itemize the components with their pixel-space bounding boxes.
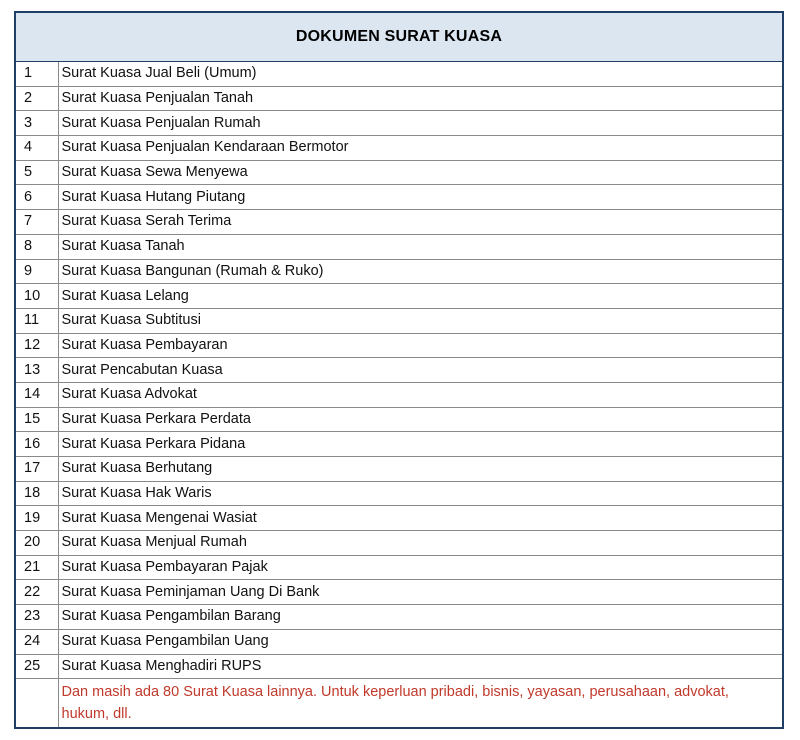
document-name: Surat Kuasa Perkara Pidana [58, 432, 782, 457]
table-body [16, 62, 782, 727]
table-row [16, 86, 782, 111]
document-name: Surat Kuasa Sewa Menyewa [58, 160, 782, 185]
row-number: 19 [16, 506, 58, 531]
table-row [16, 555, 782, 580]
document-name: Surat Kuasa Pembayaran [58, 333, 782, 358]
row-number: 10 [16, 284, 58, 309]
document-name: Surat Kuasa Tanah [58, 234, 782, 259]
row-number: 1 [16, 62, 58, 86]
table-row [16, 580, 782, 605]
document-name: Surat Kuasa Peminjaman Uang Di Bank [58, 580, 782, 605]
row-number: 4 [16, 136, 58, 161]
table-row [16, 605, 782, 630]
document-name: Surat Kuasa Menghadiri RUPS [58, 654, 782, 679]
document-name: Surat Kuasa Hak Waris [58, 481, 782, 506]
table-row [16, 654, 782, 679]
row-number: 8 [16, 234, 58, 259]
table-row [16, 506, 782, 531]
table-row [16, 308, 782, 333]
table-row [16, 333, 782, 358]
document-name: Surat Kuasa Hutang Piutang [58, 185, 782, 210]
row-number: 22 [16, 580, 58, 605]
table-row [16, 382, 782, 407]
row-number: 6 [16, 185, 58, 210]
document-name: Surat Kuasa Pengambilan Barang [58, 605, 782, 630]
row-number: 14 [16, 382, 58, 407]
table-title: DOKUMEN SURAT KUASA [16, 13, 782, 62]
document-name: Surat Kuasa Perkara Perdata [58, 407, 782, 432]
document-name: Surat Kuasa Bangunan (Rumah & Ruko) [58, 259, 782, 284]
row-number: 11 [16, 308, 58, 333]
row-number: 18 [16, 481, 58, 506]
note-text: Dan masih ada 80 Surat Kuasa lainnya. Untuk keperluan pribadi, bisnis, yayasan, perusahaan, advokat, hukum, dll. [61, 684, 729, 723]
row-number: 24 [16, 629, 58, 654]
row-number: 25 [16, 654, 58, 679]
document-name: Surat Pencabutan Kuasa [58, 358, 782, 383]
table-row [16, 531, 782, 556]
document-name: Surat Kuasa Menjual Rumah [58, 531, 782, 556]
table-row [16, 136, 782, 161]
row-number: 3 [16, 111, 58, 136]
table-row [16, 358, 782, 383]
document-name: Surat Kuasa Penjualan Kendaraan Bermotor [58, 136, 782, 161]
table-row [16, 210, 782, 235]
document-table-frame [14, 11, 784, 729]
document-list-table [16, 62, 782, 727]
document-name: Surat Kuasa Pembayaran Pajak [58, 555, 782, 580]
row-number: 7 [16, 210, 58, 235]
table-row [16, 481, 782, 506]
row-number: 17 [16, 457, 58, 482]
document-name: Surat Kuasa Penjualan Tanah [58, 86, 782, 111]
row-number: 13 [16, 358, 58, 383]
document-name: Surat Kuasa Subtitusi [58, 308, 782, 333]
table-row [16, 111, 782, 136]
table-row [16, 432, 782, 457]
table-row [16, 284, 782, 309]
table-row [16, 457, 782, 482]
row-number: 15 [16, 407, 58, 432]
document-name: Surat Kuasa Jual Beli (Umum) [58, 62, 782, 86]
row-number: 9 [16, 259, 58, 284]
document-name: Surat Kuasa Penjualan Rumah [58, 111, 782, 136]
row-number: 2 [16, 86, 58, 111]
table-row [16, 62, 782, 86]
row-number: 20 [16, 531, 58, 556]
document-name: Surat Kuasa Advokat [58, 382, 782, 407]
table-row [16, 407, 782, 432]
document-name: Surat Kuasa Serah Terima [58, 210, 782, 235]
document-name: Surat Kuasa Berhutang [58, 457, 782, 482]
row-number: 16 [16, 432, 58, 457]
document-name: Surat Kuasa Lelang [58, 284, 782, 309]
note-number-cell [16, 679, 58, 728]
row-number: 23 [16, 605, 58, 630]
document-name: Surat Kuasa Mengenai Wasiat [58, 506, 782, 531]
table-row [16, 259, 782, 284]
document-name: Surat Kuasa Pengambilan Uang [58, 629, 782, 654]
table-row [16, 185, 782, 210]
table-row [16, 234, 782, 259]
row-number: 5 [16, 160, 58, 185]
table-row [16, 160, 782, 185]
row-number: 21 [16, 555, 58, 580]
table-row [16, 629, 782, 654]
row-number: 12 [16, 333, 58, 358]
note-row [16, 679, 782, 728]
